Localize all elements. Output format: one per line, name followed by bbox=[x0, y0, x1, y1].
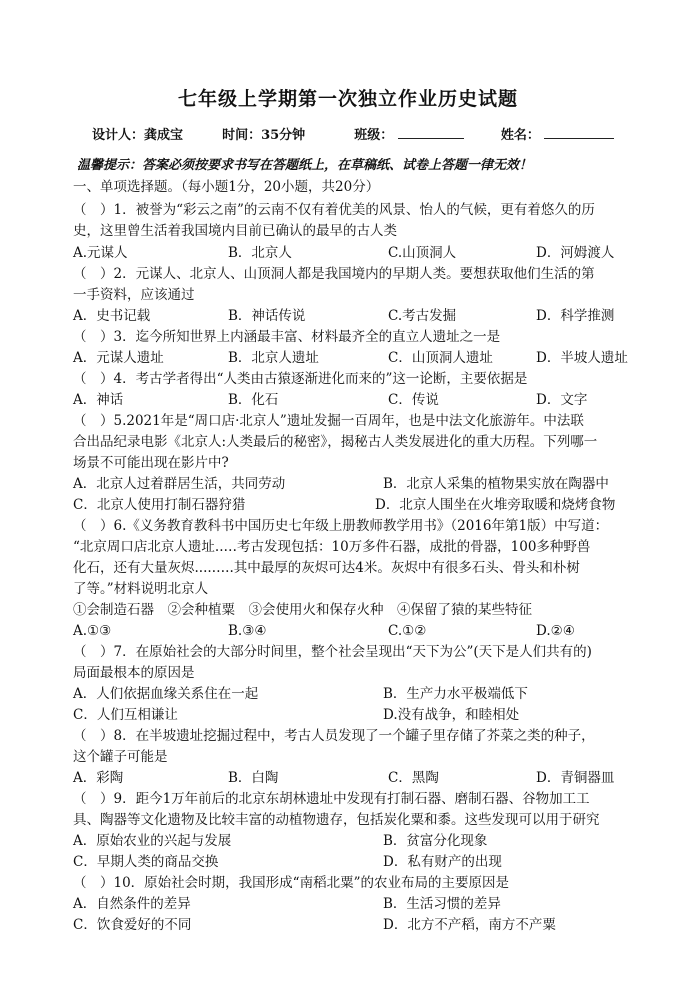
question-2-option-d: D．科学推测 bbox=[536, 308, 615, 324]
time-label: 时间：35分钟 bbox=[222, 128, 306, 143]
question-6-option-d: D.②④ bbox=[536, 623, 575, 639]
question-4-option-d: D．文字 bbox=[536, 392, 588, 408]
question-5-option-b: B．北京人采集的植物果实放在陶器中 bbox=[383, 476, 609, 492]
question-10-line-1: （ ）10．原始社会时期，我国形成“南稻北粟”的农业布局的主要原因是 bbox=[73, 875, 509, 891]
class-label: 班级： bbox=[354, 128, 394, 143]
question-10-option-b: B．生活习惯的差异 bbox=[383, 896, 501, 912]
question-8-option-b: B．白陶 bbox=[228, 770, 279, 786]
question-1-option-d: D．河姆渡人 bbox=[536, 245, 615, 261]
question-1-line-2: 史，这里曾生活着我国境内目前已确认的最早的古人类 bbox=[73, 223, 397, 239]
question-9-option-b: B．贫富分化现象 bbox=[383, 833, 488, 849]
question-1-option-a: A.元谋人 bbox=[73, 245, 128, 261]
class-blank bbox=[398, 126, 464, 139]
question-2-line-2: 一手资料，应该通过 bbox=[73, 287, 195, 303]
exam-tip: 温馨提示：答案必须按要求书写在答题纸上，在草稿纸、试卷上答题一律无效！ bbox=[77, 158, 533, 173]
question-3-option-c: C．山顶洞人遗址 bbox=[388, 350, 493, 366]
question-7-line-1: （ ）7．在原始社会的大部分时间里，整个社会呈现出“天下为公”(天下是人们共有的) bbox=[73, 644, 592, 660]
question-6-line-3: 化石，还有大量灰烬....…..其中最厚的灰烬可达4米。灰烬中有很多石头、骨头和朴树 bbox=[73, 560, 580, 576]
question-3-option-b: B．北京人遗址 bbox=[228, 350, 319, 366]
designer-label: 设计人：龚成宝 bbox=[92, 128, 184, 143]
exam-meta bbox=[92, 124, 614, 143]
question-8-line-1: （ ）8．在半坡遗址挖掘过程中，考古人员发现了一个罐子里存储了芥菜之类的种子， bbox=[73, 728, 595, 744]
question-5-option-a: A．北京人过着群居生活，共同劳动 bbox=[73, 476, 286, 492]
question-9-option-a: A．原始农业的兴起与发展 bbox=[73, 833, 232, 849]
question-9-option-d: D．私有财产的出现 bbox=[383, 854, 502, 870]
question-7-option-d: D.没有战争，和睦相处 bbox=[383, 707, 520, 723]
question-8-option-c: C．黑陶 bbox=[388, 770, 439, 786]
question-2-option-a: A．史书记载 bbox=[73, 308, 151, 324]
question-6-option-b: B.③④ bbox=[228, 623, 267, 639]
question-6-line-4: 了等。”材料说明北京人 bbox=[73, 581, 209, 597]
question-5-option-c: C．北京人使用打制石器狩猎 bbox=[73, 497, 246, 513]
question-2-option-c: C.考古发掘 bbox=[388, 308, 457, 324]
question-6-line-2: “北京周口店北京人遗址..…考古发现包括：10万多件石器，成批的骨器，100多种野兽 bbox=[73, 539, 591, 555]
name-blank bbox=[544, 126, 614, 139]
question-9-line-2: 具、陶器等文化遗物及比较丰富的动植物遗存，包括炭化粟和黍。这些发现可以用于研究 bbox=[73, 812, 600, 828]
question-6-option-a: A.①③ bbox=[73, 623, 112, 639]
question-7-option-a: A．人们依据血缘关系住在一起 bbox=[73, 686, 259, 702]
question-6-statements: ①会制造石器 ②会种植粟 ③会使用火和保存火种 ④保留了猿的某些特征 bbox=[73, 602, 532, 618]
question-3-option-a: A．元谋人遗址 bbox=[73, 350, 164, 366]
question-5-line-3: 场景不可能出现在影片中? bbox=[73, 455, 229, 471]
question-2-line-1: （ ）2．元谋人、北京人、山顶洞人都是我国境内的早期人类。要想获取他们生活的第 bbox=[73, 266, 595, 282]
question-1-option-c: C.山顶洞人 bbox=[388, 245, 457, 261]
question-2-option-b: B．神话传说 bbox=[228, 308, 306, 324]
question-8-option-d: D．青铜器皿 bbox=[536, 770, 615, 786]
question-6-line-1: （ ）6.《义务教育教科书中国历史七年级上册教师教学用书》（2016年第1版）中写道： bbox=[73, 518, 609, 534]
question-7-option-c: C．人们互相谦让 bbox=[73, 707, 178, 723]
exam-title: 七年级上学期第一次独立作业历史试题 bbox=[177, 88, 518, 110]
question-8-line-2: 这个罐子可能是 bbox=[73, 749, 168, 765]
question-5-option-d: D．北京人围坐在火堆旁取暖和烧烤食物 bbox=[375, 497, 616, 513]
question-9-line-1: （ ）9．距今1万年前后的北京东胡林遗址中发现有打制石器、磨制石器、谷物加工工 bbox=[73, 791, 590, 807]
question-7-option-b: B．生产力水平极端低下 bbox=[383, 686, 528, 702]
question-10-option-a: A．自然条件的差异 bbox=[73, 896, 191, 912]
question-9-option-c: C．早期人类的商品交换 bbox=[73, 854, 219, 870]
question-4-option-b: B．化石 bbox=[228, 392, 279, 408]
question-5-line-1: （ ）5.2021年是“周口店·北京人”遗址发掘一百周年，也是中法文化旅游年。中法联 bbox=[73, 413, 584, 429]
name-label: 姓名： bbox=[500, 128, 540, 143]
question-8-option-a: A．彩陶 bbox=[73, 770, 124, 786]
question-10-option-d: D．北方不产稻，南方不产粟 bbox=[383, 917, 556, 933]
question-7-line-2: 局面最根本的原因是 bbox=[73, 665, 195, 681]
section-heading: 一、单项选择题。（每小题1分，20小题，共20分） bbox=[73, 179, 380, 195]
question-5-line-2: 合出品纪录电影《北京人:人类最后的秘密》，揭秘古人类发展进化的重大历程。下列哪一 bbox=[73, 434, 598, 450]
question-4-line-1: （ ）4．考古学者得出“人类由古猿逐渐进化而来的”这一论断，主要依据是 bbox=[73, 371, 528, 387]
question-6-option-c: C.①② bbox=[388, 623, 427, 639]
question-3-line-1: （ ）3．迄今所知世界上内涵最丰富、材料最齐全的直立人遗址之一是 bbox=[73, 329, 501, 345]
question-4-option-c: C．传说 bbox=[388, 392, 439, 408]
question-4-option-a: A．神话 bbox=[73, 392, 124, 408]
question-3-option-d: D．半坡人遗址 bbox=[536, 350, 628, 366]
question-1-option-b: B．北京人 bbox=[228, 245, 292, 261]
question-1-line-1: （ ）1．被誉为“彩云之南”的云南不仅有着优美的风景、怡人的气候，更有着悠久的历 bbox=[73, 202, 595, 218]
question-10-option-c: C．饮食爱好的不同 bbox=[73, 917, 192, 933]
